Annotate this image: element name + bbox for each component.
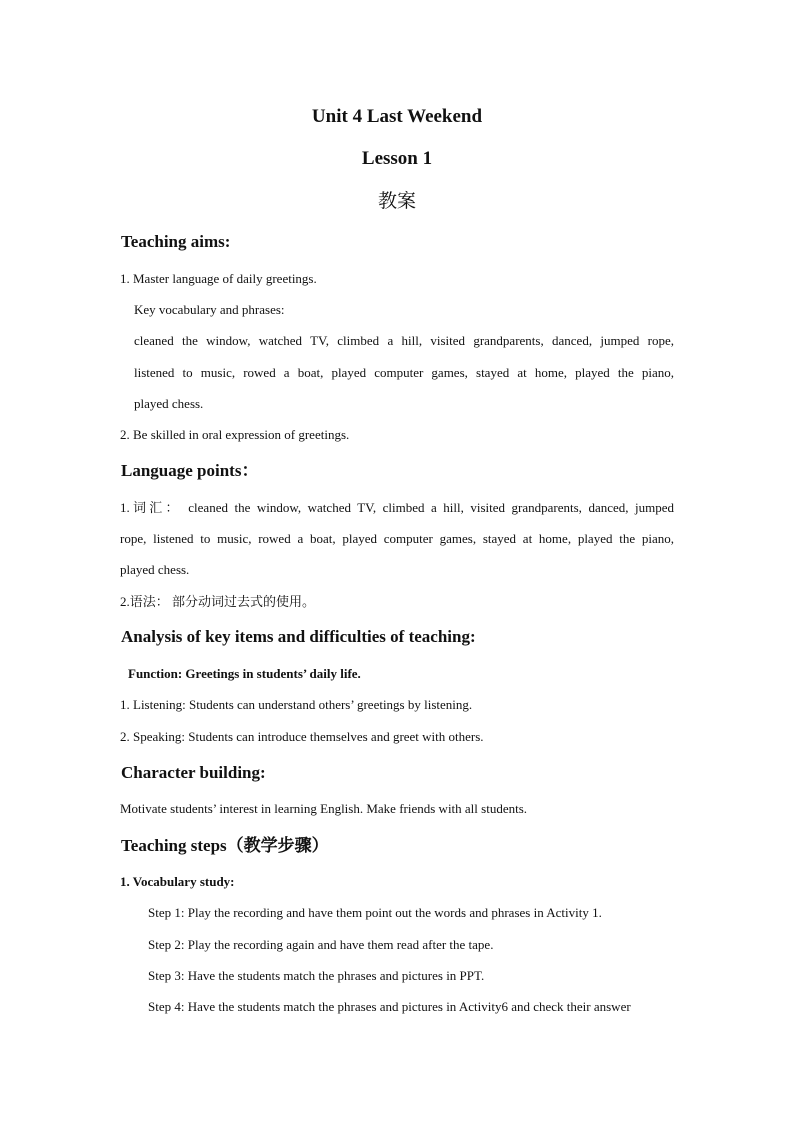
vocabulary-study-heading: 1. Vocabulary study: <box>120 874 235 889</box>
character-text: Motivate students’ interest in learning English. Make friends with all students. <box>120 801 528 816</box>
analysis-heading: Analysis of key items and difficulties of teaching: <box>121 627 476 646</box>
teaching-aims-heading: Teaching aims: <box>121 232 231 251</box>
step-4: Step 4: Have the students match the phrases and pictures in Activity6 and check their answer <box>148 999 631 1014</box>
plan-label: 教案 <box>377 190 416 212</box>
step-3: Step 3: Have the students match the phrases and pictures in PPT. <box>148 968 485 983</box>
analysis-item-1: 1. Listening: Students can understand others’ greetings by listening. <box>120 697 473 712</box>
vocab-line-3: played chess. <box>134 396 204 411</box>
teaching-steps-heading: Teaching steps（教学步骤） <box>121 836 329 855</box>
vocab-intro: Key vocabulary and phrases: <box>134 302 285 317</box>
vocab-line-1: cleaned the window, watched TV, climbed a hill, visited grandparents, danced, jumped rope, <box>134 333 674 348</box>
language-points-line-2: rope, listened to music, rowed a boat, played computer games, stayed at home, played the piano, <box>120 531 674 546</box>
document-title: Unit 4 Last Weekend <box>311 106 483 127</box>
language-points-line-1: 1.词汇： cleaned the window, watched TV, climbed a hill, visited grandparents, danced, jumped <box>120 500 674 515</box>
step-2: Step 2: Play the recording again and have them read after the tape. <box>148 937 494 952</box>
function-line: Function: Greetings in students’ daily life. <box>128 666 361 681</box>
vocab-line-2: listened to music, rowed a boat, played computer games, stayed at home, played the piano, <box>134 365 674 380</box>
character-heading: Character building: <box>121 763 266 782</box>
language-points-line-4: 2.语法： 部分动词过去式的使用。 <box>120 594 316 609</box>
analysis-item-2: 2. Speaking: Students can introduce themselves and greet with others. <box>120 729 484 744</box>
step-1: Step 1: Play the recording and have them point out the words and phrases in Activity 1. <box>148 905 602 920</box>
lesson-title: Lesson 1 <box>361 148 433 169</box>
language-points-heading: Language points： <box>121 461 259 480</box>
language-points-line-3: played chess. <box>120 562 190 577</box>
aims-item-2: 2. Be skilled in oral expression of greetings. <box>120 427 350 442</box>
aims-item-1: 1. Master language of daily greetings. <box>120 271 317 286</box>
